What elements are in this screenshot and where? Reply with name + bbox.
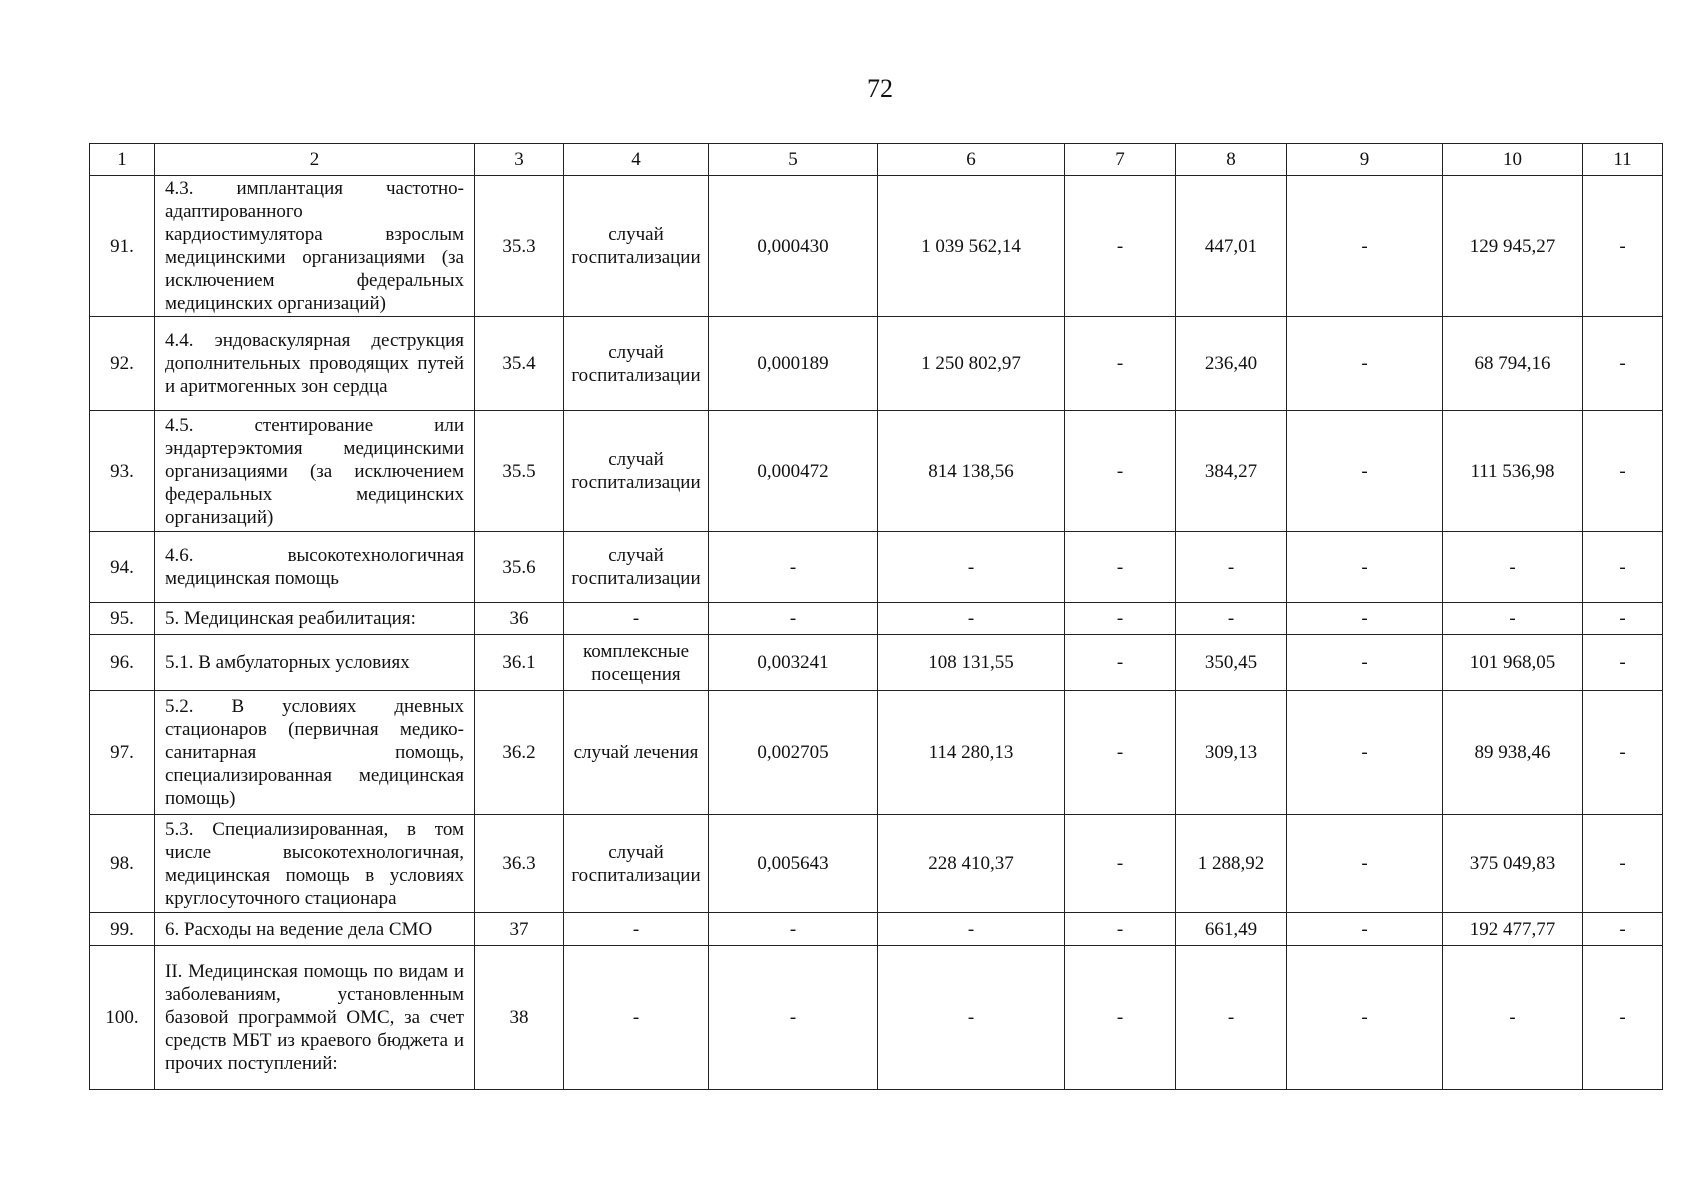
row-code: 35.5 xyxy=(475,411,564,532)
cell-col9: - xyxy=(1287,946,1443,1090)
cell-col7: - xyxy=(1065,176,1176,317)
header-cell: 11 xyxy=(1583,144,1663,176)
cell-col5: - xyxy=(709,913,878,946)
cell-col5: 0,003241 xyxy=(709,635,878,691)
cell-col9: - xyxy=(1287,603,1443,635)
cell-col8: 661,49 xyxy=(1176,913,1287,946)
row-name: 5. Медицинская реабилитация: xyxy=(155,603,475,635)
row-number: 91. xyxy=(90,176,155,317)
cell-col5: 0,000189 xyxy=(709,317,878,411)
cell-col9: - xyxy=(1287,411,1443,532)
row-number: 94. xyxy=(90,532,155,603)
header-cell: 3 xyxy=(475,144,564,176)
cell-col7: - xyxy=(1065,532,1176,603)
header-cell: 1 xyxy=(90,144,155,176)
cell-col5: 0,000472 xyxy=(709,411,878,532)
row-number: 96. xyxy=(90,635,155,691)
header-row xyxy=(90,144,1663,176)
row-code: 35.6 xyxy=(475,532,564,603)
table-row xyxy=(90,411,1663,532)
row-name: 6. Расходы на ведение дела СМО xyxy=(155,913,475,946)
row-number: 93. xyxy=(90,411,155,532)
cell-col5: 0,002705 xyxy=(709,691,878,815)
cell-col6: 814 138,56 xyxy=(878,411,1065,532)
header-cell: 7 xyxy=(1065,144,1176,176)
row-number: 95. xyxy=(90,603,155,635)
cell-col6: 1 039 562,14 xyxy=(878,176,1065,317)
cell-col10: 192 477,77 xyxy=(1443,913,1583,946)
table-row xyxy=(90,635,1663,691)
cell-col9: - xyxy=(1287,635,1443,691)
cell-col10: 101 968,05 xyxy=(1443,635,1583,691)
page-number: 72 xyxy=(867,74,893,103)
row-unit: случай госпитализации xyxy=(564,317,709,411)
row-code: 36.3 xyxy=(475,815,564,913)
row-code: 35.3 xyxy=(475,176,564,317)
cell-col8: - xyxy=(1176,946,1287,1090)
cell-col11: - xyxy=(1583,635,1663,691)
cell-col11: - xyxy=(1583,532,1663,603)
table-row xyxy=(90,946,1663,1090)
row-unit: - xyxy=(564,913,709,946)
row-number: 99. xyxy=(90,913,155,946)
row-code: 37 xyxy=(475,913,564,946)
row-name: 4.3. имплантация частотно-адаптированного кардиостимулятора взрослым медицинскими организациями (за исключением федеральных медицинских организаций) xyxy=(155,176,475,317)
cell-col6: 108 131,55 xyxy=(878,635,1065,691)
row-number: 100. xyxy=(90,946,155,1090)
cell-col8: 350,45 xyxy=(1176,635,1287,691)
row-name: 4.5. стентирование или эндартерэктомия медицинскими организациями (за исключением федеральных медицинских организаций) xyxy=(155,411,475,532)
table-row xyxy=(90,691,1663,815)
cell-col5: 0,000430 xyxy=(709,176,878,317)
row-code: 36.1 xyxy=(475,635,564,691)
cell-col9: - xyxy=(1287,317,1443,411)
cell-col10: 111 536,98 xyxy=(1443,411,1583,532)
row-name: 4.4. эндоваскулярная деструкция дополнительных проводящих путей и аритмогенных зон сердца xyxy=(155,317,475,411)
cell-col11: - xyxy=(1583,317,1663,411)
cell-col7: - xyxy=(1065,913,1176,946)
cell-col9: - xyxy=(1287,691,1443,815)
row-number: 98. xyxy=(90,815,155,913)
cell-col11: - xyxy=(1583,176,1663,317)
row-code: 36 xyxy=(475,603,564,635)
cell-col7: - xyxy=(1065,946,1176,1090)
table-row xyxy=(90,913,1663,946)
cell-col6: - xyxy=(878,532,1065,603)
cell-col8: 447,01 xyxy=(1176,176,1287,317)
cell-col10: - xyxy=(1443,603,1583,635)
row-unit: случай лечения xyxy=(564,691,709,815)
cell-col5: - xyxy=(709,532,878,603)
cell-col8: 1 288,92 xyxy=(1176,815,1287,913)
row-unit: случай госпитализации xyxy=(564,815,709,913)
header-cell: 5 xyxy=(709,144,878,176)
cell-col6: - xyxy=(878,946,1065,1090)
row-unit: случай госпитализации xyxy=(564,176,709,317)
cell-col7: - xyxy=(1065,635,1176,691)
cell-col11: - xyxy=(1583,603,1663,635)
cell-col10: - xyxy=(1443,532,1583,603)
cell-col8: 384,27 xyxy=(1176,411,1287,532)
table-row xyxy=(90,317,1663,411)
row-name: 4.6. высокотехнологичная медицинская помощь xyxy=(155,532,475,603)
row-unit: - xyxy=(564,603,709,635)
row-code: 38 xyxy=(475,946,564,1090)
header-cell: 2 xyxy=(155,144,475,176)
cell-col9: - xyxy=(1287,913,1443,946)
table-row xyxy=(90,815,1663,913)
header-cell: 8 xyxy=(1176,144,1287,176)
cell-col11: - xyxy=(1583,946,1663,1090)
cell-col5: - xyxy=(709,946,878,1090)
cell-col11: - xyxy=(1583,913,1663,946)
cell-col6: 114 280,13 xyxy=(878,691,1065,815)
cell-col10: 129 945,27 xyxy=(1443,176,1583,317)
table-row xyxy=(90,603,1663,635)
cell-col10: - xyxy=(1443,946,1583,1090)
cell-col11: - xyxy=(1583,411,1663,532)
row-unit: случай госпитализации xyxy=(564,532,709,603)
row-unit: случай госпитализации xyxy=(564,411,709,532)
cell-col10: 89 938,46 xyxy=(1443,691,1583,815)
cell-col9: - xyxy=(1287,532,1443,603)
cell-col9: - xyxy=(1287,815,1443,913)
row-number: 92. xyxy=(90,317,155,411)
table-row xyxy=(90,176,1663,317)
header-cell: 9 xyxy=(1287,144,1443,176)
row-code: 36.2 xyxy=(475,691,564,815)
cell-col7: - xyxy=(1065,691,1176,815)
row-unit: комплексные посещения xyxy=(564,635,709,691)
cell-col6: 1 250 802,97 xyxy=(878,317,1065,411)
cell-col5: 0,005643 xyxy=(709,815,878,913)
cell-col8: 309,13 xyxy=(1176,691,1287,815)
cell-col5: - xyxy=(709,603,878,635)
row-name: 5.2. В условиях дневных стационаров (первичная медико-санитарная помощь, специализированная медицинская помощь) xyxy=(155,691,475,815)
cell-col6: - xyxy=(878,603,1065,635)
row-code: 35.4 xyxy=(475,317,564,411)
cell-col8: - xyxy=(1176,532,1287,603)
row-unit: - xyxy=(564,946,709,1090)
row-name: 5.1. В амбулаторных условиях xyxy=(155,635,475,691)
cell-col10: 68 794,16 xyxy=(1443,317,1583,411)
row-name: 5.3. Специализированная, в том числе высокотехнологичная, медицинская помощь в условиях круглосуточного стационара xyxy=(155,815,475,913)
header-cell: 6 xyxy=(878,144,1065,176)
cell-col10: 375 049,83 xyxy=(1443,815,1583,913)
cell-col7: - xyxy=(1065,603,1176,635)
cell-col8: - xyxy=(1176,603,1287,635)
cell-col9: - xyxy=(1287,176,1443,317)
cell-col11: - xyxy=(1583,691,1663,815)
cell-col7: - xyxy=(1065,411,1176,532)
data-table xyxy=(89,143,1663,1090)
cell-col6: - xyxy=(878,913,1065,946)
cell-col7: - xyxy=(1065,815,1176,913)
cell-col11: - xyxy=(1583,815,1663,913)
row-number: 97. xyxy=(90,691,155,815)
header-cell: 4 xyxy=(564,144,709,176)
cell-col8: 236,40 xyxy=(1176,317,1287,411)
table-row xyxy=(90,532,1663,603)
cell-col7: - xyxy=(1065,317,1176,411)
cell-col6: 228 410,37 xyxy=(878,815,1065,913)
header-cell: 10 xyxy=(1443,144,1583,176)
row-name: II. Медицинская помощь по видам и заболеваниям, установленным базовой программой ОМС, за счет средств МБТ из краевого бюджета и прочих поступлений: xyxy=(155,946,475,1090)
